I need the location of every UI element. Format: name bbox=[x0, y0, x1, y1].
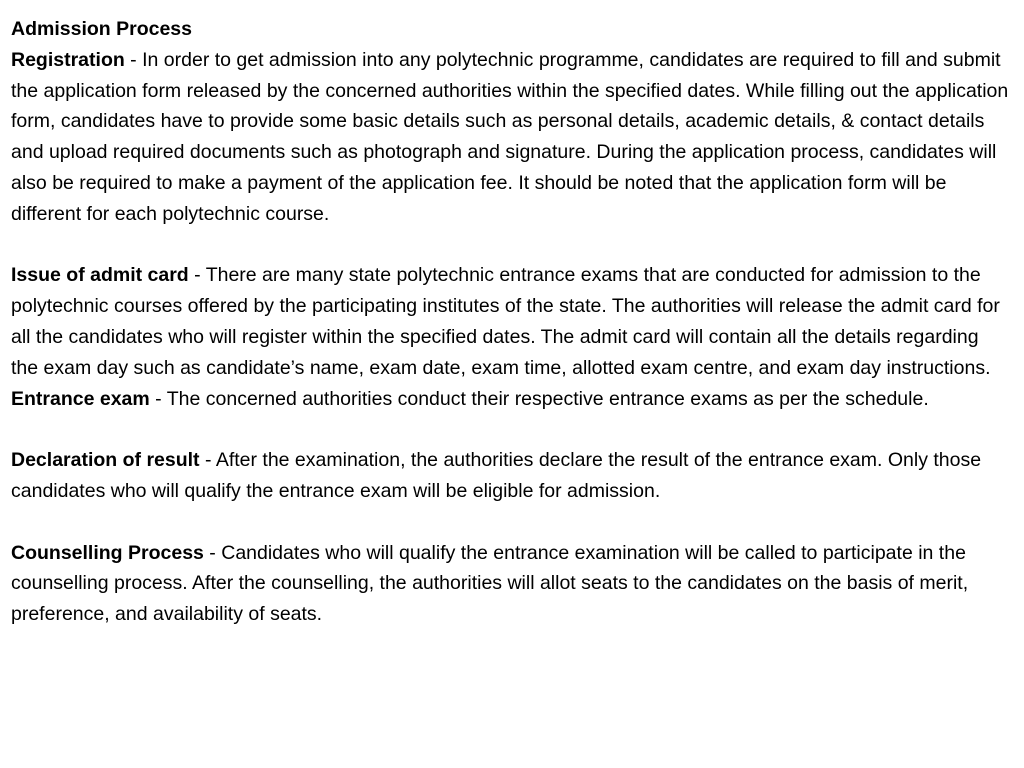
paragraph-gap bbox=[11, 414, 1011, 445]
section-term-entrance-exam: Entrance exam bbox=[11, 387, 150, 410]
section-separator: - bbox=[149, 387, 167, 410]
section-separator: - bbox=[203, 541, 222, 564]
section-entrance-exam bbox=[11, 384, 1011, 415]
section-text-issue-of-admit-card: There are many state polytechnic entrance exams that are conducted for admission to the polytechnic courses offered by the participating institutes of the state. The authorities will release the admit card for all the candidates who will register within the specified dates. The admit card will contain all the details regarding the exam day such as candidate’s name, exam date, exam time, allotted exam centre, and exam day instructions. bbox=[11, 264, 1000, 379]
section-term-registration: Registration bbox=[11, 48, 125, 71]
section-registration bbox=[11, 45, 1011, 230]
paragraph-gap bbox=[11, 230, 1011, 261]
section-term-issue-of-admit-card: Issue of admit card bbox=[11, 264, 189, 287]
section-separator: - bbox=[124, 48, 143, 71]
section-term-counselling-process: Counselling Process bbox=[11, 541, 204, 564]
section-text-entrance-exam: The concerned authorities conduct their respective entrance exams as per the schedule. bbox=[166, 387, 929, 410]
section-term-declaration-of-result: Declaration of result bbox=[11, 449, 200, 472]
section-text-registration: In order to get admission into any polytechnic programme, candidates are required to fill and submit the application form released by the concerned authorities within the specified dates. While filling out the application form, candidates have to provide some basic details such as personal details, academic details, & contact details and upload required documents such as photograph and signature. During the application process, candidates will also be required to make a payment of the application fee. It should be noted that the application form will be different for each polytechnic course. bbox=[11, 48, 1009, 225]
section-text-counselling-process: Candidates who will qualify the entrance examination will be called to participate in the counselling process. After the counselling, the authorities will allot seats to the candidates on the basis of merit, preference, and availability of seats. bbox=[11, 541, 969, 626]
section-counselling-process bbox=[11, 538, 1011, 630]
section-separator: - bbox=[188, 264, 206, 287]
section-declaration-of-result bbox=[11, 445, 1011, 507]
page-title: Admission Process bbox=[11, 18, 192, 40]
section-text-declaration-of-result: After the examination, the authorities declare the result of the entrance exam. Only those candidates who will qualify the entrance exam will be eligible for admission. bbox=[11, 449, 982, 502]
paragraph-gap bbox=[11, 507, 1011, 538]
section-issue-of-admit-card bbox=[11, 260, 1011, 383]
section-separator: - bbox=[199, 449, 216, 472]
document-body bbox=[11, 14, 1011, 630]
